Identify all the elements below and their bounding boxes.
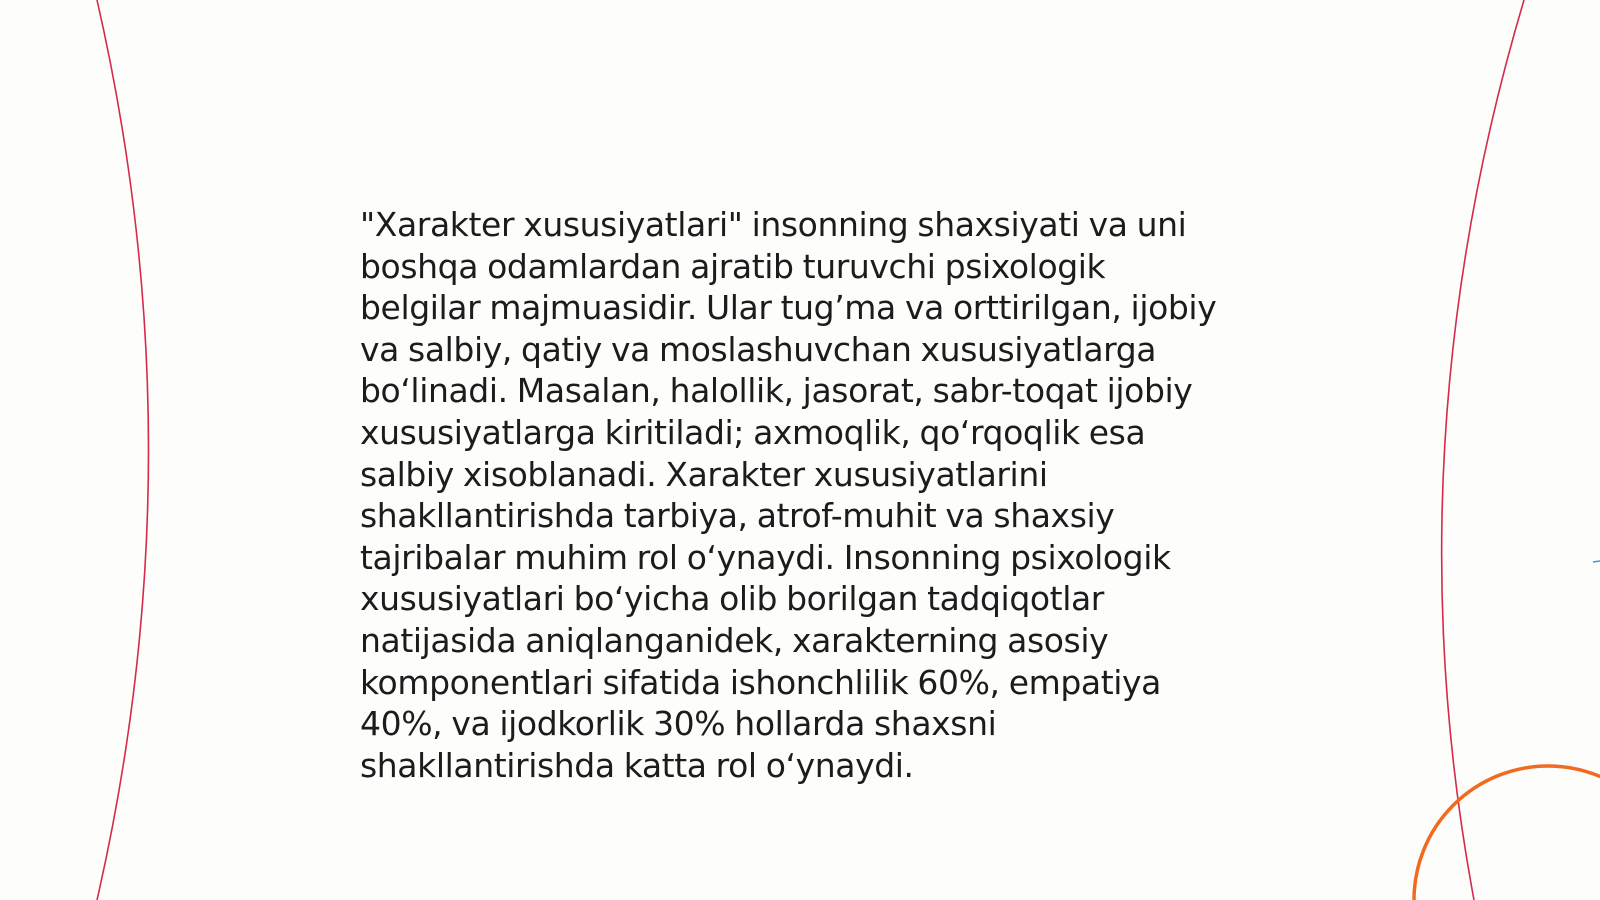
orange-accent-arc <box>1414 766 1600 900</box>
blue-accent-tick <box>1593 561 1600 562</box>
paragraph-line: xususiyatlarga kiritiladi; axmoqlik, qo‘rqoqlik esa <box>360 412 1146 452</box>
paragraph-line: shakllantirishda tarbiya, atrof-muhit va shaxsiy <box>360 496 1115 536</box>
right-frame-curve <box>1442 0 1524 900</box>
paragraph-line: boshqa odamlardan ajratib turuvchi psixologik <box>360 246 1106 286</box>
paragraph-line: bo‘linadi. Masalan, halollik, jasorat, sabr-toqat ijobiy <box>360 371 1193 411</box>
paragraph-line: shakllantirishda katta rol o‘ynaydi. <box>360 745 914 785</box>
left-frame-curve <box>97 0 149 900</box>
body-paragraph <box>360 204 1230 786</box>
paragraph-line: 40%, va ijodkorlik 30% hollarda shaxsni <box>360 704 997 744</box>
paragraph-line: natijasida aniqlanganidek, xarakterning asosiy <box>360 620 1109 660</box>
paragraph-line: "Xarakter xususiyatlari" insonning shaxsiyati va uni <box>360 205 1187 244</box>
paragraph-line: tajribalar muhim rol o‘ynaydi. Insonning psixologik <box>360 537 1171 577</box>
paragraph-line: va salbiy, qatiy va moslashuvchan xususiyatlarga <box>360 329 1157 369</box>
paragraph-line: salbiy xisoblanadi. Xarakter xususiyatlarini <box>360 454 1048 494</box>
paragraph-line: komponentlari sifatida ishonchlilik 60%, empatiya <box>360 662 1161 702</box>
paragraph-line: belgilar majmuasidir. Ular tug’ma va orttirilgan, ijobiy <box>360 288 1217 328</box>
paragraph-line: xususiyatlari bo‘yicha olib borilgan tadqiqotlar <box>360 579 1104 619</box>
